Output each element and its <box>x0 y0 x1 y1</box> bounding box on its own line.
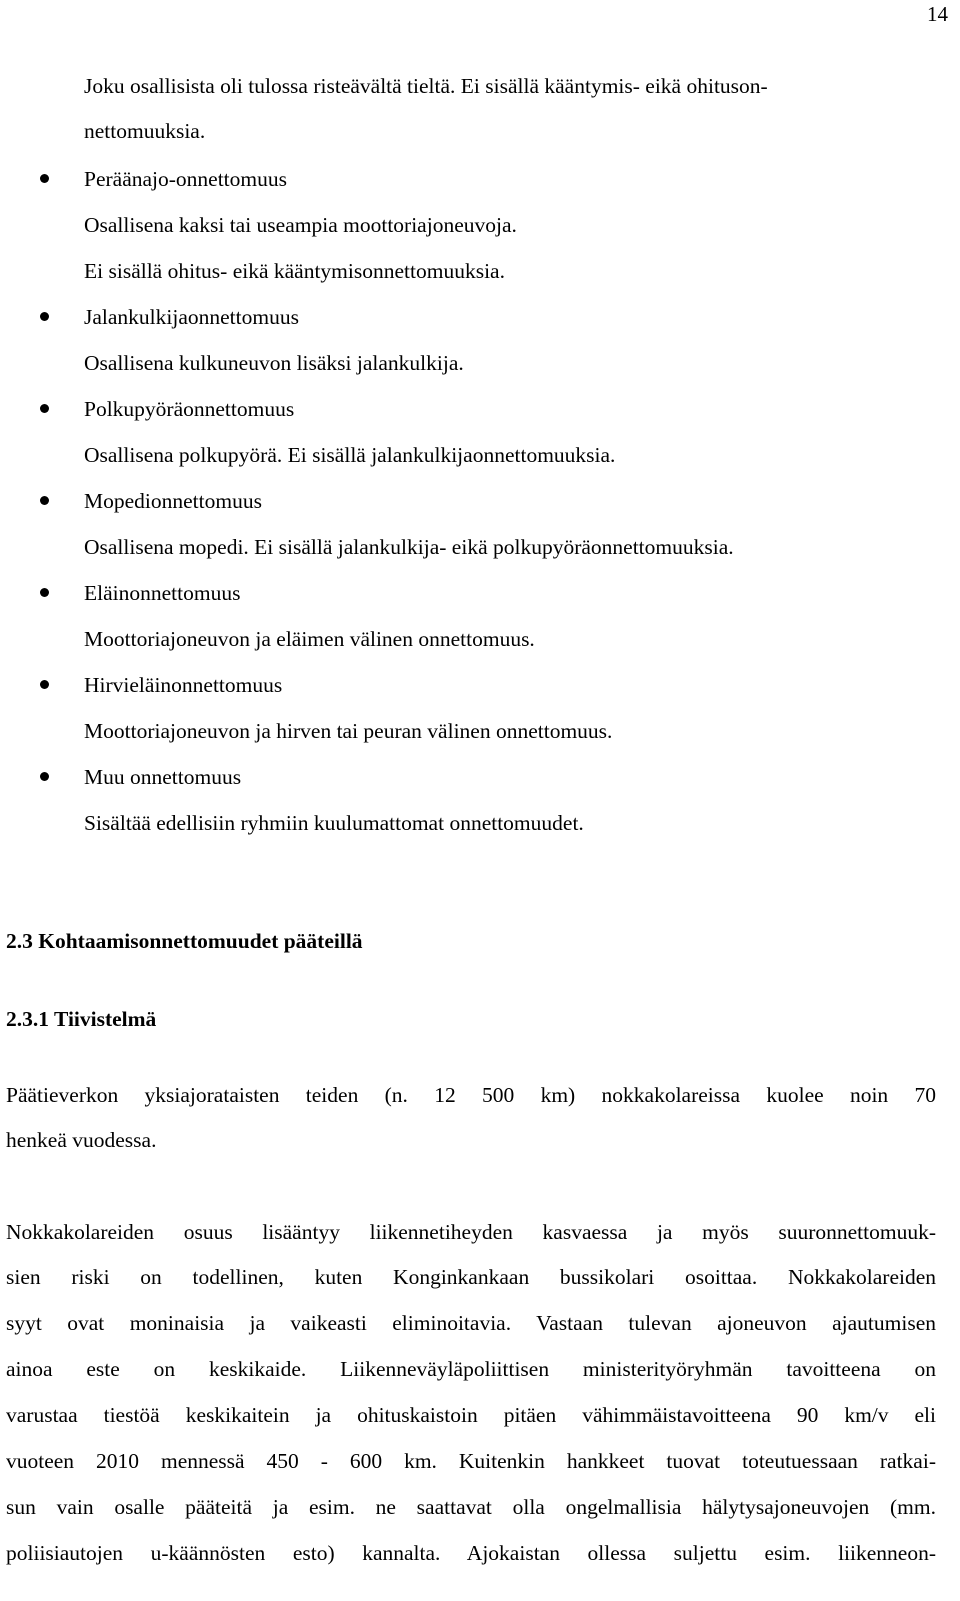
paragraph-line: Päätieverkon yksiajorataisten teiden (n. 12 500 km) nokkakolareissa kuolee noin 70 <box>6 1083 936 1107</box>
list-item-title: Polkupyöräonnettomuus <box>84 397 295 421</box>
paragraph-line: vuoteen 2010 mennessä 450 - 600 km. Kuitenkin hankkeet tuovat toteutuessaan ratkai- <box>6 1449 936 1473</box>
list-item-desc: Sisältää edellisiin ryhmiin kuulumattomat onnettomuudet. <box>84 811 584 835</box>
paragraph-line: varustaa tiestöä keskikaitein ja ohituskaistoin pitäen vähimmäistavoitteena 90 km/v eli <box>6 1403 936 1427</box>
bullet-icon <box>40 174 49 183</box>
paragraph-line: poliisiautojen u-käännösten esto) kannalta. Ajokaistan ollessa suljettu esim. liikenneon- <box>6 1541 936 1565</box>
list-item-desc: Moottoriajoneuvon ja eläimen välinen onnettomuus. <box>84 627 535 651</box>
list-item-desc: Moottoriajoneuvon ja hirven tai peuran välinen onnettomuus. <box>84 719 613 743</box>
list-item-title: Jalankulkijaonnettomuus <box>84 305 299 329</box>
bullet-icon <box>40 680 49 689</box>
bullet-icon <box>40 588 49 597</box>
intro-line-2: nettomuuksia. <box>84 119 206 143</box>
intro-line-1: Joku osallisista oli tulossa risteävältä tieltä. Ei sisällä kääntymis- eikä ohituson- <box>84 74 768 98</box>
paragraph-line: ainoa este on keskikaide. Liikenneväyläpoliittisen ministerityöryhmän tavoitteena on <box>6 1357 936 1381</box>
list-item-desc: Osallisena mopedi. Ei sisällä jalankulkija- eikä polkupyöräonnettomuuksia. <box>84 535 734 559</box>
list-item-title: Hirvieläinonnettomuus <box>84 673 283 697</box>
bullet-icon <box>40 772 49 781</box>
list-item-title: Muu onnettomuus <box>84 765 242 789</box>
bullet-icon <box>40 496 49 505</box>
paragraph-line: sien riski on todellinen, kuten Konginkankaan bussikolari osoittaa. Nokkakolareiden <box>6 1265 936 1289</box>
list-item-desc: Osallisena kulkuneuvon lisäksi jalankulkija. <box>84 351 464 375</box>
list-item-desc: Osallisena kaksi tai useampia moottoriajoneuvoja. <box>84 213 517 237</box>
paragraph-line: sun vain osalle pääteitä ja esim. ne saattavat olla ongelmallisia hälytysajoneuvojen (mm. <box>6 1495 936 1519</box>
page-number: 14 <box>927 2 948 26</box>
list-item-desc: Osallisena polkupyörä. Ei sisällä jalankulkijaonnettomuuksia. <box>84 443 616 467</box>
list-item-title: Eläinonnettomuus <box>84 581 241 605</box>
subsection-heading: 2.3.1 Tiivistelmä <box>6 1007 157 1031</box>
list-item-desc: Ei sisällä ohitus- eikä kääntymisonnettomuuksia. <box>84 259 505 283</box>
bullet-icon <box>40 404 49 413</box>
bullet-icon <box>40 312 49 321</box>
section-heading: 2.3 Kohtaamisonnettomuudet pääteillä <box>6 929 363 953</box>
paragraph-line: syyt ovat moninaisia ja vaikeasti eliminoitavia. Vastaan tulevan ajoneuvon ajautumisen <box>6 1311 936 1335</box>
list-item-title: Peräänajo-onnettomuus <box>84 167 288 191</box>
paragraph-line: Nokkakolareiden osuus lisääntyy liikennetiheyden kasvaessa ja myös suuronnettomuuk- <box>6 1220 936 1244</box>
list-item-title: Mopedionnettomuus <box>84 489 262 513</box>
paragraph-line: henkeä vuodessa. <box>6 1128 157 1152</box>
